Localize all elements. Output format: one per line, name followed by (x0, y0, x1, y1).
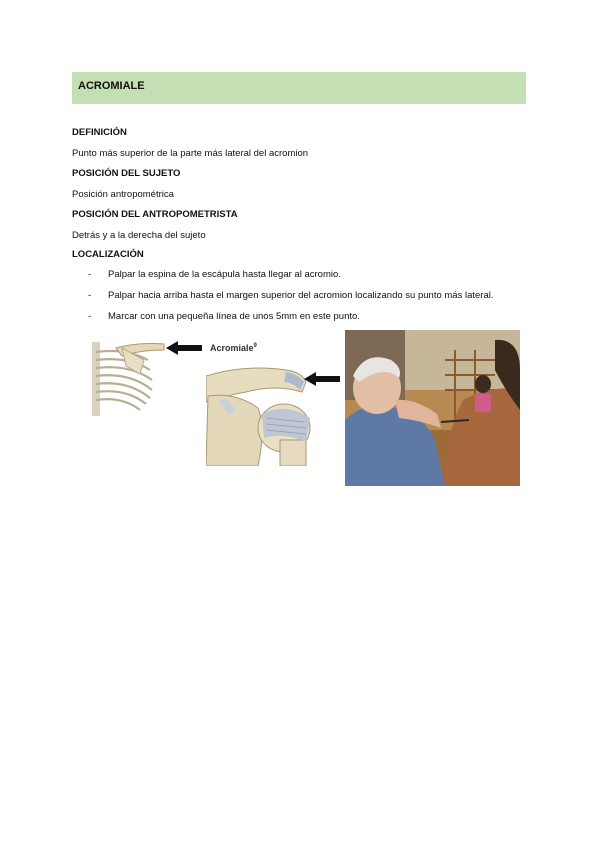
localization-heading: LOCALIZACIÓN (72, 249, 144, 260)
measurement-photo (345, 330, 520, 486)
bullet-marker: - (88, 290, 92, 301)
list-item (88, 269, 341, 280)
anthropometrist-position-heading: POSICIÓN DEL ANTROPOMETRISTA (72, 209, 238, 220)
list-item-text: Palpar la espina de la escápula hasta llegar al acromio. (108, 269, 341, 280)
list-item (88, 311, 360, 322)
section-header (72, 72, 526, 104)
skeleton-illustration (86, 338, 166, 418)
bullet-marker: - (88, 269, 92, 280)
arrow-left-icon (166, 340, 202, 356)
subject-position-heading: POSICIÓN DEL SUJETO (72, 168, 181, 179)
anthropometrist-position-text: Detrás y a la derecha del sujeto (72, 230, 206, 241)
list-item (88, 290, 494, 301)
definition-heading: DEFINICIÓN (72, 127, 127, 138)
definition-text: Punto más superior de la parte más lateral del acromion (72, 148, 309, 159)
arrow-left-icon (304, 371, 340, 387)
list-item-text: Marcar con una pequeña línea de unos 5mm en este punto. (108, 311, 360, 322)
figure-label: Acromiale$^9$ (210, 343, 257, 353)
section-title: ACROMIALE (78, 80, 145, 92)
subject-position-text: Posición antropométrica (72, 189, 174, 200)
bullet-marker: - (88, 311, 92, 322)
list-item-text: Palpar hacia arriba hasta el margen superior del acromion localizando su punto más lateral. (108, 290, 494, 301)
